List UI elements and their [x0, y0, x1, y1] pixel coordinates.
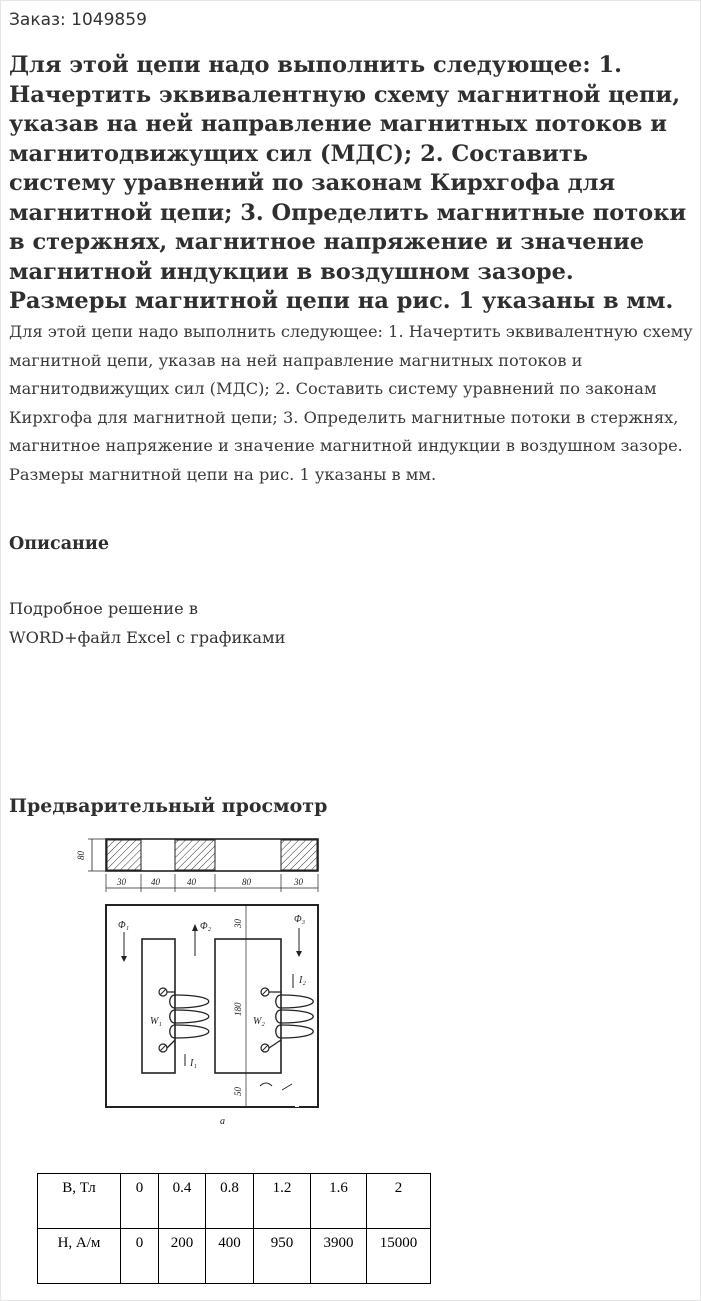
table-cell: 15000 — [367, 1229, 431, 1284]
figure-caption: а — [220, 1116, 225, 1127]
current-2-label: I₂ — [299, 975, 306, 986]
winding-2 — [253, 974, 313, 1052]
flux-3-label: Φ₃ — [294, 914, 306, 925]
table-cell: 0.4 — [159, 1174, 206, 1229]
table-cell: 950 — [254, 1229, 311, 1284]
table-cell: 0.8 — [206, 1174, 254, 1229]
dim-h-4: 80 — [242, 877, 251, 887]
description-heading: Описание — [9, 534, 109, 554]
dim-v-mid: 180 — [233, 1002, 243, 1016]
vertical-dimensions — [233, 905, 246, 1107]
magnetic-circuit-drawing — [70, 828, 340, 1128]
dim-v-bottom: 50 — [233, 1087, 243, 1096]
table-row-b — [38, 1174, 431, 1229]
dim-v-top: 30 — [233, 919, 243, 928]
bh-table — [37, 1173, 431, 1284]
flux-1-label: Φ₁ — [118, 920, 130, 931]
description-body — [9, 594, 285, 652]
cross-section-strip — [76, 839, 318, 871]
flux-2-label: Φ₂ — [200, 921, 212, 932]
winding-2-label: W₂ — [253, 1016, 265, 1027]
description-line-2: WORD+файл Excel с графиками — [9, 628, 286, 647]
magnetic-core — [106, 905, 318, 1107]
horizontal-dimensions — [106, 874, 318, 892]
table-cell: 200 — [159, 1229, 206, 1284]
dim-h-3: 40 — [187, 877, 196, 887]
dim-h-2: 40 — [151, 877, 160, 887]
dim-h-1: 30 — [117, 877, 126, 887]
table-cell: 0 — [121, 1229, 159, 1284]
order-number: Заказ: 1049859 — [9, 10, 147, 30]
table-cell: 0 — [121, 1174, 159, 1229]
description-line-1: Подробное решение в — [9, 599, 198, 618]
flux-arrows — [118, 914, 306, 962]
table-cell: 2 — [367, 1174, 431, 1229]
task-title: Для этой цепи надо выполнить следующее: 1. Начертить эквивалентную схему магнитной цепи, указав на ней направление магнитных потоков и магнитодвижущих сил (МДС); 2. Составить систему уравнений по законам Кирхгофа для магнитной цепи; 3. Определить магнитные потоки в стержнях, магнитное напряжение и значение магнитной индукции в воздушном зазоре. Размеры магнитной цепи на рис. 1 указаны в мм. — [9, 52, 687, 314]
table-cell: B, Тл — [38, 1174, 121, 1229]
dim-top-label: 80 — [76, 851, 86, 860]
table-cell: 1.2 — [254, 1174, 311, 1229]
table-cell: H, А/м — [38, 1229, 121, 1284]
winding-1 — [150, 988, 209, 1069]
current-1-label: I₁ — [190, 1058, 197, 1069]
table-row-h — [38, 1229, 431, 1284]
table-cell: 1.6 — [311, 1174, 367, 1229]
preview-heading: Предварительный просмотр — [9, 795, 328, 817]
table-cell: 3900 — [311, 1229, 367, 1284]
dim-h-5: 30 — [294, 877, 303, 887]
winding-1-label: W₁ — [150, 1016, 162, 1027]
magnetic-circuit-figure — [70, 828, 340, 1128]
task-description: Для этой цепи надо выполнить следующее: 1. Начертить эквивалентную схему магнитной цепи, указав на ней направление магнитных потоков и магнитодвижущих сил (МДС); 2. Составить систему уравнений по законам Кирхгофа для магнитной цепи; 3. Определить магнитные потоки в стержнях, магнитное напряжение и значение магнитной индукции в воздушном зазоре. Размеры магнитной цепи на рис. 1 указаны в мм. — [9, 322, 693, 484]
table-cell: 400 — [206, 1229, 254, 1284]
